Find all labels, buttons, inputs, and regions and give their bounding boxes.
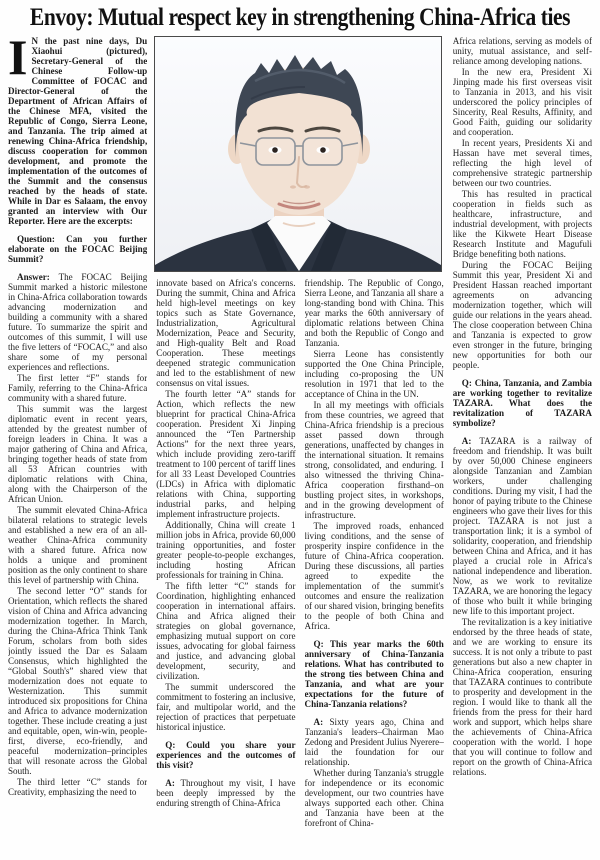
article-paragraph: The second letter “O” stands for Orientation, which reflects the shared vision of China and Africa advancing modernization together. In March, during the China-Africa Think Tank Forum, scholars from both sides jointly issued the Dar es Salaam Consensus, which highlighted the “Global South's” shared view that modernization does not equate to Westernization. This summit introduced six propositions for China and Africa to advance modernization together. These include creating a just and equitable, open, win-win, people-first, diverse, eco-friendly, and peaceful modernization–principles that will resonate across the Global South. [8, 586, 148, 776]
article-paragraph: The improved roads, enhanced living conditions, and the sense of prosperity inspire confidence in the future of China-Africa cooperation. During these discussions, all parties agreed to expedite the implementation of the summit's outcomes and ensure the realization of our shared vision, bringing benefits to the people of both China and Africa. [304, 521, 444, 631]
qa-lead-label: A: [461, 436, 480, 446]
article-column-4 [453, 36, 592, 858]
article-paragraph: In all my meetings with officials from these countries, we agreed that China-Africa friendship is a precious asset passed down through generations, unaffected by changes in the international situation. It remains strong, consolidated, and enduring. I also witnessed the thriving China-Africa cooperation firsthand–on bustling project sites, in workshops, and in the growing development of infrastructure. [304, 400, 444, 520]
article-paragraph: The revitalization is a key initiative endorsed by the three heads of state, and we are working to ensure its success. It is not only a tribute to past generations but also a new chapter in China-Africa cooperation, ensuring that TAZARA continues to contribute to prosperity and development in the region. I would like to thank all the friends from the press for their hard work and support, which helps share the achievements of China-Africa cooperation with the world. I hope that you will continue to follow and report on the growth of China-Africa relations. [452, 617, 592, 777]
qa-paragraph: A: Sixty years ago, China and Tanzania's leaders–Chairman Mao Zedong and President Julius Nyerere–laid the foundation for our relationship. [304, 717, 444, 767]
article-body [8, 36, 592, 858]
qa-paragraph: A: TAZARA is a railway of freedom and friendship. It was built by over 50,000 Chinese engineers alongside Tanzanian and Zambian workers, under challenging conditions. During my visit, I had the honor of paying tribute to the Chinese engineers who gave their lives for this project. TAZARA is not just a transportation link; it is a symbol of solidarity, cooperation, and friendship between China and Africa, and it has played a crucial role in Africa's national independence and liberation. Now, as we work to revitalize TAZARA, we are honoring the legacy of those who built it while bringing new life to this important project. [452, 436, 592, 616]
article-column-1 [8, 36, 147, 858]
article-paragraph: Sierra Leone has consistently supported the One China Principle, including co-proposing the UN resolution in 1971 that led to the acceptance of China in the UN. [304, 349, 444, 399]
article-column-2 [156, 278, 295, 858]
article-paragraph: Whether during Tanzania's struggle for independence or its economic development, our two countries have always supported each other. China and Tanzania have been at the forefront of China- [304, 768, 444, 828]
qa-lead-label: Q: [313, 639, 330, 649]
article-headline: Envoy: Mutual respect key in strengthening China-Africa ties [29, 4, 571, 31]
article-paragraph: In the new era, President Xi Jinping made his first overseas visit to Tanzania in 2013, and his visit underscored the policy principles of Sincerity, Real Results, Affinity, and Good Faith, guiding our solidarity and cooperation. [452, 67, 592, 137]
qa-paragraph: Q: China, Tanzania, and Zambia are working together to revitalize TAZARA. What does the revitalization of TAZARA symbolize? [452, 378, 592, 428]
article-paragraph: The third letter “C” stands for Creativity, emphasizing the need to [8, 777, 148, 797]
qa-paragraph: A: Throughout my visit, I have been deeply impressed by the enduring strength of China-Africa [156, 778, 296, 808]
article-paragraph: The summit underscored the commitment to fostering an inclusive, fair, and multipolar world, and the rejection of practices that perpetuate historical injustice. [156, 682, 296, 732]
article-paragraph: The first letter “F” stands for Family, referring to the China-Africa community with a shared future. [8, 373, 148, 403]
article-paragraph: The fifth letter “C” stands for Coordination, highlighting enhanced cooperation in international affairs. China and Africa aligned their strategies on global governance, emphasizing mutual support on core issues, advocating for global fairness and justice, and advancing global development, security, and civilization. [156, 581, 296, 681]
article-paragraph: innovate based on Africa's concerns. During the summit, China and Africa held high-level meetings on key topics such as State Governance, Industrialization, Agricultural Modernization, Peace and Security, and High-quality Belt and Road Cooperation. These meetings deepened strategic communication and led to the establishment of new consensus on vital issues. [156, 278, 296, 388]
article-paragraph: In recent years, Presidents Xi and Hassan have met several times, reflecting the high level of comprehensive strategic partnership between our two countries. [452, 138, 592, 188]
drop-cap: I [8, 36, 28, 85]
qa-lead-label: Q: [165, 740, 187, 750]
article-paragraph: This summit was the largest diplomatic event in recent years, attended by the greatest number of foreign leaders in China. It was a major gathering of China and Africa, bringing together heads of state from all 53 African countries with diplomatic relations with China, along with the Chairperson of the African Union. [8, 404, 148, 504]
qa-lead-label: Question: [17, 234, 67, 244]
article-paragraph: Additionally, China will create 1 million jobs in Africa, provide 60,000 training opportunities, and foster greater people-to-people exchanges, including hosting African professionals for training in China. [156, 520, 296, 580]
qa-paragraph: Question: Can you further elaborate on the FOCAC Beijing Summit? [8, 234, 148, 264]
article-paragraph: friendship. The Republic of Congo, Sierra Leone, and Tanzania all share a long-standing bond with China. This year marks the 60th anniversary of diplomatic relations between China and both the Republic of Congo and Tanzania. [304, 278, 444, 348]
article-paragraph: Africa relations, serving as models of unity, mutual assistance, and self-reliance among developing nations. [452, 36, 592, 66]
qa-lead-label: A: [165, 778, 181, 788]
article-paragraph: The summit elevated China-Africa bilateral relations to strategic levels and established a new era of an all-weather China-Africa community with a shared future. Africa now holds a unique and prominent position as the only continent to share this level of partnership with China. [8, 505, 148, 585]
article-column-3 [305, 278, 444, 858]
qa-paragraph: Q: Could you share your experiences and the outcomes of this visit? [156, 740, 296, 770]
qa-lead-label: A: [313, 717, 330, 727]
article-paragraph: I N the past nine days, Du Xiaohui (pictured), Secretary-General of the Chinese Follow-up Committee of FOCAC and Director-General of the Department of African Affairs of the Chinese MFA, visited the Republic of Congo, Sierra Leone, and Tanzania. The trip aimed at renewing China-Africa friendship, discuss cooperation for common development, and promote the implementation of the outcomes of the Summit and the consensus reached by the heads of state. While in Dar es Salaam, the envoy granted an interview with Our Reporter. Here are the excerpts: [8, 36, 148, 226]
qa-lead-label: Answer: [17, 272, 59, 282]
article-paragraph: During the FOCAC Beijing Summit this year, President Xi and President Hassan reached important agreements on advancing modernization together, which will guide our relations in the years ahead. The close cooperation between China and Tanzania is expected to grow even stronger in the future, bringing new opportunities for both our people. [452, 260, 592, 370]
article-paragraph: The fourth letter “A” stands for Action, which reflects the new blueprint for practical China-Africa cooperation. President Xi Jinping announced the “Ten Partnership Actions” for the next three years, which include providing zero-tariff treatment to 100 percent of tariff lines for all 33 Least Developed Countries (LDCs) in Africa with diplomatic relations with China, supporting industrial parks, and helping implement infrastructure projects. [156, 389, 296, 519]
qa-lead-label: Q: [461, 378, 475, 388]
qa-paragraph: Answer: The FOCAC Beijing Summit marked a historic milestone in China-Africa collaboration towards advancing modernization and building a community with a shared future. To summarize the spirit and outcomes of this summit, I will use the five letters of “FOCAC,” and also share some of my personal experiences and reflections. [8, 272, 148, 372]
qa-paragraph: Q: This year marks the 60th anniversary of China-Tanzania relations. What has contributed to the strong ties between China and Tanzania, and what are your expectations for the future of China-Tanzania relations? [304, 639, 444, 709]
article-paragraph: This has resulted in practical cooperation in fields such as healthcare, infrastructure, and industrial development, with projects like the Kikwete Heart Disease Research Institute and Magufuli Bridge benefiting both nations. [452, 189, 592, 259]
